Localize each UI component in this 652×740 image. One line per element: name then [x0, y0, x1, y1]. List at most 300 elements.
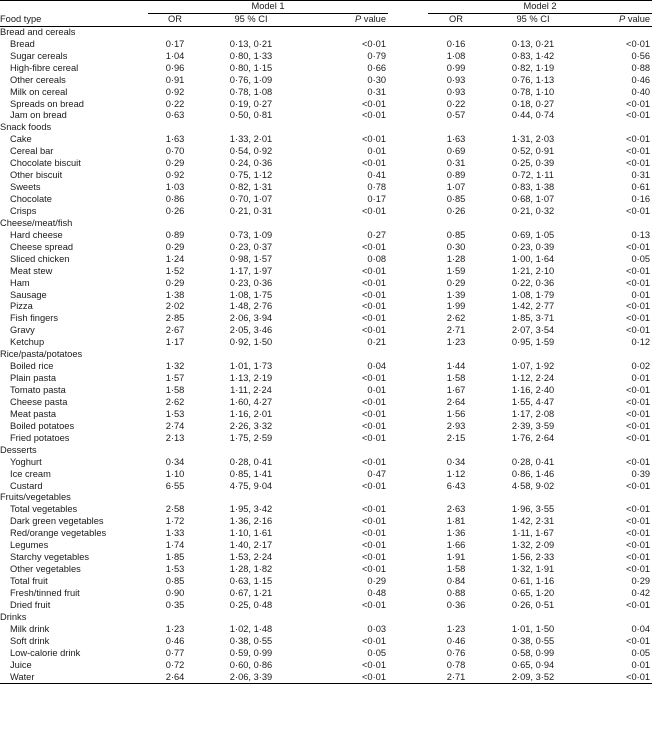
- food-name: Cake: [10, 134, 32, 145]
- m1-ci: 1·28, 1·82: [229, 564, 273, 575]
- m2-ci: 1·31, 2·03: [511, 134, 555, 145]
- table-row: [0, 110, 652, 122]
- m1-p: 0·66: [367, 62, 387, 73]
- m2-p: <0·01: [626, 385, 651, 395]
- column-gap: [388, 39, 428, 51]
- m2-or: 0·84: [446, 576, 466, 586]
- m1-ci: 1·36, 2·16: [229, 516, 273, 527]
- m2-p: <0·01: [626, 552, 651, 563]
- group-label: Rice/pasta/potatoes: [0, 349, 83, 360]
- m2-ci: 0·76, 1·13: [511, 74, 555, 85]
- m2-p: 0·05: [631, 647, 651, 658]
- food-name: Cheese spread: [10, 241, 74, 252]
- m1-p: <0·01: [361, 564, 387, 575]
- m2-p: <0·01: [626, 456, 651, 467]
- table-row: [0, 87, 652, 99]
- m1-or: 2·85: [165, 313, 185, 324]
- group-row: [0, 492, 652, 504]
- m2-p: 0·61: [631, 182, 651, 193]
- group-label: Cheese/meat/fish: [0, 217, 73, 228]
- m1-ci: 1·75, 2·59: [229, 432, 273, 443]
- food-name: Bread: [10, 38, 35, 49]
- m2-or: 1·67: [446, 385, 466, 395]
- m1-p: <0·01: [361, 110, 387, 121]
- column-gap: [388, 361, 428, 373]
- m1-ci: 1·08, 1·75: [229, 289, 273, 300]
- m2-p: 0·42: [631, 587, 651, 598]
- m1-or: 1·10: [165, 468, 185, 479]
- m2-p: <0·01: [626, 146, 651, 157]
- m2-ci: 1·42, 2·77: [511, 301, 555, 312]
- m1-or: 1·74: [165, 540, 185, 551]
- m1-or: 0·72: [165, 659, 185, 670]
- m2-ci: 0·72, 1·11: [512, 170, 554, 181]
- m1-p: 0·05: [367, 647, 387, 658]
- ci-header: 95 % CI: [484, 13, 582, 26]
- m2-ci: 0·13, 0·21: [511, 38, 555, 49]
- column-gap: [388, 110, 428, 122]
- m2-ci: 2·39, 3·59: [511, 420, 555, 431]
- m2-or: 1·99: [446, 301, 466, 312]
- m2-ci: 0·28, 0·41: [511, 456, 555, 467]
- m1-ci: 0·28, 0·41: [229, 456, 273, 467]
- column-gap: [388, 624, 428, 636]
- m1-or: 1·58: [165, 385, 185, 395]
- m2-ci: 0·21, 0·32: [511, 205, 555, 216]
- column-gap: [388, 636, 428, 648]
- p-value-header: [300, 13, 388, 26]
- m2-p: <0·01: [626, 325, 651, 336]
- group-label: Bread and cereals: [0, 26, 76, 37]
- m2-ci: 1·96, 3·55: [511, 504, 555, 515]
- m1-or: 0·29: [165, 277, 185, 288]
- m1-ci: 0·59, 0·99: [229, 647, 273, 658]
- food-name: Meat stew: [10, 265, 53, 276]
- column-gap: [388, 254, 428, 266]
- m2-ci: 0·78, 1·10: [511, 86, 555, 97]
- m1-or: 0·70: [165, 146, 185, 157]
- m1-or: 1·03: [165, 182, 185, 193]
- m1-or: 0·86: [165, 194, 185, 204]
- column-gap: [388, 206, 428, 218]
- m1-p: 0·04: [367, 361, 387, 372]
- column-gap: [388, 134, 428, 146]
- m1-ci: 2·26, 3·32: [229, 420, 273, 431]
- food-name: Sugar cereals: [10, 50, 68, 61]
- table-row: [0, 552, 652, 564]
- m1-ci: 0·76, 1·09: [229, 74, 273, 85]
- food-name: Sweets: [10, 182, 41, 193]
- m1-or: 2·67: [165, 325, 185, 336]
- table-row: [0, 385, 652, 397]
- column-gap: [388, 540, 428, 552]
- group-label: Snack foods: [0, 122, 52, 133]
- m1-p: 0·27: [367, 229, 387, 240]
- m1-ci: 0·23, 0·37: [229, 241, 273, 252]
- table-row: [0, 648, 652, 660]
- m2-or: 0·34: [446, 456, 466, 467]
- m1-p: 0·29: [367, 576, 387, 586]
- food-name: Hard cheese: [10, 229, 63, 240]
- m2-p: <0·01: [626, 98, 651, 109]
- m1-p: 0·78: [367, 182, 387, 193]
- m2-or: 0·93: [446, 74, 466, 85]
- m1-p: <0·01: [361, 158, 387, 169]
- m1-or: 0·22: [165, 98, 185, 109]
- m2-or: 1·91: [446, 552, 466, 563]
- m2-or: 1·59: [446, 265, 466, 276]
- m2-or: 0·46: [446, 635, 466, 646]
- column-gap: [388, 194, 428, 206]
- m2-ci: 0·22, 0·36: [511, 277, 555, 288]
- m1-p: <0·01: [361, 659, 387, 670]
- food-name: Low-calorie drink: [10, 647, 81, 658]
- m1-or: 2·02: [165, 301, 185, 312]
- m1-p: 0·03: [367, 623, 387, 634]
- m1-p: 0·17: [367, 194, 387, 204]
- m2-p: <0·01: [626, 396, 651, 407]
- m2-p: <0·01: [626, 408, 651, 419]
- food-name: Milk on cereal: [10, 86, 68, 97]
- m1-or: 0·29: [165, 158, 185, 169]
- m1-p: <0·01: [361, 277, 387, 288]
- column-gap: [388, 170, 428, 182]
- m2-ci: 1·85, 3·71: [511, 313, 555, 324]
- column-gap: [388, 528, 428, 540]
- m1-or: 1·33: [165, 528, 185, 539]
- m1-p: 0·41: [367, 170, 387, 181]
- m2-p: <0·01: [626, 540, 651, 551]
- m2-p: <0·01: [626, 134, 651, 145]
- m2-ci: 1·07, 1·92: [511, 361, 555, 372]
- m2-ci: 0·26, 0·51: [511, 599, 555, 610]
- m1-p: <0·01: [361, 373, 387, 384]
- m2-or: 0·89: [446, 170, 466, 181]
- m1-ci: 0·78, 1·08: [229, 86, 273, 97]
- m1-ci: 1·10, 1·61: [229, 528, 273, 539]
- m1-or: 1·32: [165, 361, 185, 372]
- or-header: OR: [148, 13, 202, 26]
- m1-ci: 1·02, 1·48: [229, 623, 273, 634]
- food-name: Chocolate: [10, 194, 52, 204]
- m2-p: 0·13: [631, 229, 651, 240]
- m2-p: <0·01: [626, 504, 651, 515]
- column-gap: [388, 337, 428, 349]
- m1-p: <0·01: [361, 396, 387, 407]
- m2-p: 0·40: [631, 86, 651, 97]
- m1-ci: 2·05, 3·46: [229, 325, 273, 336]
- m2-or: 0·69: [446, 146, 466, 157]
- food-name: Red/orange vegetables: [10, 528, 107, 539]
- m2-p: <0·01: [626, 420, 651, 431]
- m2-ci: 2·07, 3·54: [511, 325, 555, 336]
- m2-ci: 0·86, 1·46: [511, 468, 555, 479]
- m1-p: <0·01: [361, 134, 387, 145]
- m1-p: <0·01: [361, 325, 387, 336]
- m2-or: 1·36: [446, 528, 466, 539]
- column-gap: [388, 87, 428, 99]
- m1-p: <0·01: [361, 265, 387, 276]
- m2-ci: 0·65, 1·20: [511, 587, 555, 598]
- table-row: [0, 433, 652, 445]
- food-name: Boiled potatoes: [10, 420, 75, 431]
- food-name: Meat pasta: [10, 408, 56, 419]
- m1-p: <0·01: [361, 456, 387, 467]
- m1-ci: 1·48, 2·76: [229, 301, 273, 312]
- m2-or: 2·15: [446, 432, 466, 443]
- m2-p: <0·01: [626, 528, 651, 539]
- m1-ci: 0·38, 0·55: [229, 635, 273, 646]
- m2-or: 0·16: [446, 38, 466, 49]
- food-name: Yoghurt: [10, 456, 42, 467]
- column-gap: [388, 290, 428, 302]
- table-row: [0, 373, 652, 385]
- m1-ci: 2·06, 3·39: [202, 672, 300, 684]
- m2-p: 0·56: [631, 50, 651, 61]
- m2-or: 1·44: [446, 361, 466, 372]
- m1-p: <0·01: [361, 241, 387, 252]
- m1-p: <0·01: [361, 205, 387, 216]
- m2-ci: 0·38, 0·55: [511, 635, 555, 646]
- m1-p: <0·01: [361, 408, 387, 419]
- table-row: [0, 540, 652, 552]
- table-row: [0, 146, 652, 158]
- m1-or: 1·38: [165, 289, 185, 300]
- m1-p: 0·47: [367, 468, 387, 479]
- group-row: [0, 122, 652, 134]
- column-gap: [388, 158, 428, 170]
- column-gap: [388, 301, 428, 313]
- m2-or: 0·88: [446, 587, 466, 598]
- column-gap: [388, 266, 428, 278]
- m2-ci: 1·16, 2·40: [511, 385, 555, 395]
- m2-ci: 0·83, 1·42: [511, 50, 555, 61]
- m2-or: 1·66: [446, 540, 466, 551]
- m2-p: <0·01: [626, 277, 651, 288]
- m1-p: <0·01: [361, 516, 387, 527]
- m2-p: <0·01: [626, 158, 651, 169]
- m1-p: <0·01: [361, 313, 387, 324]
- group-label: Desserts: [0, 444, 37, 455]
- table-row: [0, 170, 652, 182]
- column-gap: [388, 600, 428, 612]
- m1-or: 0·96: [165, 62, 185, 73]
- m1-p: <0·01: [361, 420, 387, 431]
- m2-p: <0·01: [626, 205, 651, 216]
- m2-or: 2·62: [446, 313, 466, 324]
- m2-or: 0·29: [446, 277, 466, 288]
- column-gap: [388, 182, 428, 194]
- m2-or: 1·28: [446, 253, 466, 264]
- table-row: [0, 600, 652, 612]
- m1-p: <0·01: [300, 672, 388, 684]
- food-name: Water: [0, 672, 148, 684]
- m1-p: 0·08: [367, 253, 387, 264]
- column-gap: [388, 660, 428, 672]
- m2-or: 0·76: [446, 647, 466, 658]
- column-header-row: [0, 13, 652, 26]
- table-row: [0, 230, 652, 242]
- column-gap: [388, 373, 428, 385]
- food-name: Ketchup: [10, 337, 45, 348]
- food-name: Chocolate biscuit: [10, 158, 81, 169]
- column-gap: [388, 409, 428, 421]
- m1-ci: 0·70, 1·07: [229, 194, 273, 204]
- p-value-word: value: [361, 13, 387, 24]
- column-gap: [388, 75, 428, 87]
- m2-or: 1·39: [446, 289, 466, 300]
- m2-ci: 2·09, 3·52: [484, 672, 582, 684]
- column-gap: [388, 552, 428, 564]
- m2-or: 6·43: [446, 480, 466, 491]
- m1-p: <0·01: [361, 301, 387, 312]
- table-row: [0, 99, 652, 111]
- m1-ci: 1·01, 1·73: [229, 361, 273, 372]
- m2-or: 0·93: [446, 86, 466, 97]
- m2-ci: 1·00, 1·64: [511, 253, 555, 264]
- m2-ci: 0·52, 0·91: [511, 146, 555, 157]
- m1-ci: 0·24, 0·36: [229, 158, 273, 169]
- m2-ci: 0·18, 0·27: [511, 98, 555, 109]
- m1-ci: 0·67, 1·21: [229, 587, 273, 598]
- table-row: [0, 588, 652, 600]
- m1-ci: 0·60, 0·86: [229, 659, 273, 670]
- group-row: [0, 218, 652, 230]
- m1-or: 1·24: [165, 253, 185, 264]
- m1-ci: 1·95, 3·42: [229, 504, 273, 515]
- m2-ci: 4·58, 9·02: [511, 480, 555, 491]
- food-name: Total fruit: [10, 576, 48, 586]
- food-name: Ice cream: [10, 468, 51, 479]
- m1-or: 0·91: [165, 74, 185, 85]
- m2-ci: 1·11, 1·67: [512, 528, 554, 539]
- column-gap: [388, 51, 428, 63]
- ci-header: 95 % CI: [202, 13, 300, 26]
- food-name: Other biscuit: [10, 170, 63, 181]
- m1-p: <0·01: [361, 98, 387, 109]
- model-header-row: [0, 1, 652, 14]
- m1-p: <0·01: [361, 289, 387, 300]
- m1-p: <0·01: [361, 38, 387, 49]
- m2-ci: 1·42, 2·31: [511, 516, 555, 527]
- column-gap: [388, 146, 428, 158]
- m1-ci: 1·11, 2·24: [230, 385, 272, 395]
- column-gap: [388, 242, 428, 254]
- m1-or: 1·17: [165, 337, 185, 348]
- food-name: Spreads on bread: [10, 98, 84, 109]
- m2-or: 0·78: [446, 659, 466, 670]
- m2-or: 0·22: [446, 98, 466, 109]
- food-name: Sausage: [10, 289, 47, 300]
- food-name: Cereal bar: [10, 146, 54, 157]
- m2-or: 2·71: [428, 672, 484, 684]
- m1-or: 0·46: [165, 635, 185, 646]
- column-gap: [388, 397, 428, 409]
- table-row: [0, 481, 652, 493]
- food-name: Legumes: [10, 540, 49, 551]
- column-gap: [388, 564, 428, 576]
- table-row: [0, 624, 652, 636]
- column-gap: [388, 325, 428, 337]
- table-row: [0, 528, 652, 540]
- table-row: [0, 194, 652, 206]
- m2-or: 0·57: [446, 110, 466, 121]
- m1-ci: 0·80, 1·33: [229, 50, 273, 61]
- m1-p: 0·01: [367, 146, 387, 157]
- table-row: [0, 278, 652, 290]
- m2-ci: 0·23, 0·39: [511, 241, 555, 252]
- m2-ci: 1·01, 1·50: [511, 623, 555, 634]
- m2-p: 0·02: [631, 361, 651, 372]
- m2-ci: 1·21, 2·10: [511, 265, 555, 276]
- food-name: Other cereals: [10, 74, 66, 85]
- group-row: [0, 349, 652, 361]
- m2-or: 2·64: [446, 396, 466, 407]
- column-gap: [388, 672, 428, 684]
- food-name: Jam on bread: [10, 110, 67, 121]
- m2-ci: 0·58, 0·99: [511, 647, 555, 658]
- group-row: [0, 26, 652, 38]
- m1-or: 2·13: [165, 432, 185, 443]
- m1-ci: 1·17, 1·97: [229, 265, 273, 276]
- group-row: [0, 612, 652, 624]
- m2-or: 1·07: [446, 182, 466, 193]
- column-gap: [388, 516, 428, 528]
- table-row: [0, 301, 652, 313]
- model-2-header: Model 2: [428, 1, 652, 14]
- m1-or: 0·92: [165, 86, 185, 97]
- m1-p: <0·01: [361, 528, 387, 539]
- m2-or: 0·31: [446, 158, 466, 169]
- m2-or: 1·23: [446, 337, 466, 348]
- m2-or: 1·08: [446, 50, 466, 61]
- m1-ci: 1·13, 2·19: [229, 373, 273, 384]
- table-row: [0, 636, 652, 648]
- m2-p: 0·46: [631, 74, 651, 85]
- m2-or: 1·63: [446, 134, 466, 145]
- column-gap: [388, 385, 428, 397]
- m1-or: 0·26: [165, 205, 185, 216]
- m2-p: 0·12: [631, 337, 651, 348]
- m2-ci: 0·25, 0·39: [511, 158, 555, 169]
- m2-p: <0·01: [626, 635, 651, 646]
- food-name: Tomato pasta: [10, 385, 66, 395]
- column-gap: [388, 278, 428, 290]
- food-type-header: Food type: [0, 13, 148, 26]
- m1-or: 0·63: [165, 110, 185, 121]
- m1-ci: 0·80, 1·15: [229, 62, 273, 73]
- table-row: [0, 51, 652, 63]
- table-row: [0, 313, 652, 325]
- or-header: OR: [428, 13, 484, 26]
- m2-or: 0·85: [446, 229, 466, 240]
- p-italic: P: [355, 13, 362, 24]
- table-row: [0, 409, 652, 421]
- m1-ci: 0·98, 1·57: [229, 253, 273, 264]
- m2-ci: 0·61, 1·16: [511, 576, 555, 586]
- m1-or: 0·77: [165, 647, 185, 658]
- m1-ci: 1·60, 4·27: [229, 396, 273, 407]
- food-name: Other vegetables: [10, 564, 81, 575]
- m1-p: <0·01: [361, 635, 387, 646]
- m1-ci: 4·75, 9·04: [229, 480, 273, 491]
- column-gap: [388, 469, 428, 481]
- m2-p: <0·01: [626, 516, 651, 527]
- p-italic: P: [619, 13, 626, 24]
- table-row: [0, 397, 652, 409]
- m1-or: 2·74: [165, 420, 185, 431]
- food-name: Juice: [10, 659, 32, 670]
